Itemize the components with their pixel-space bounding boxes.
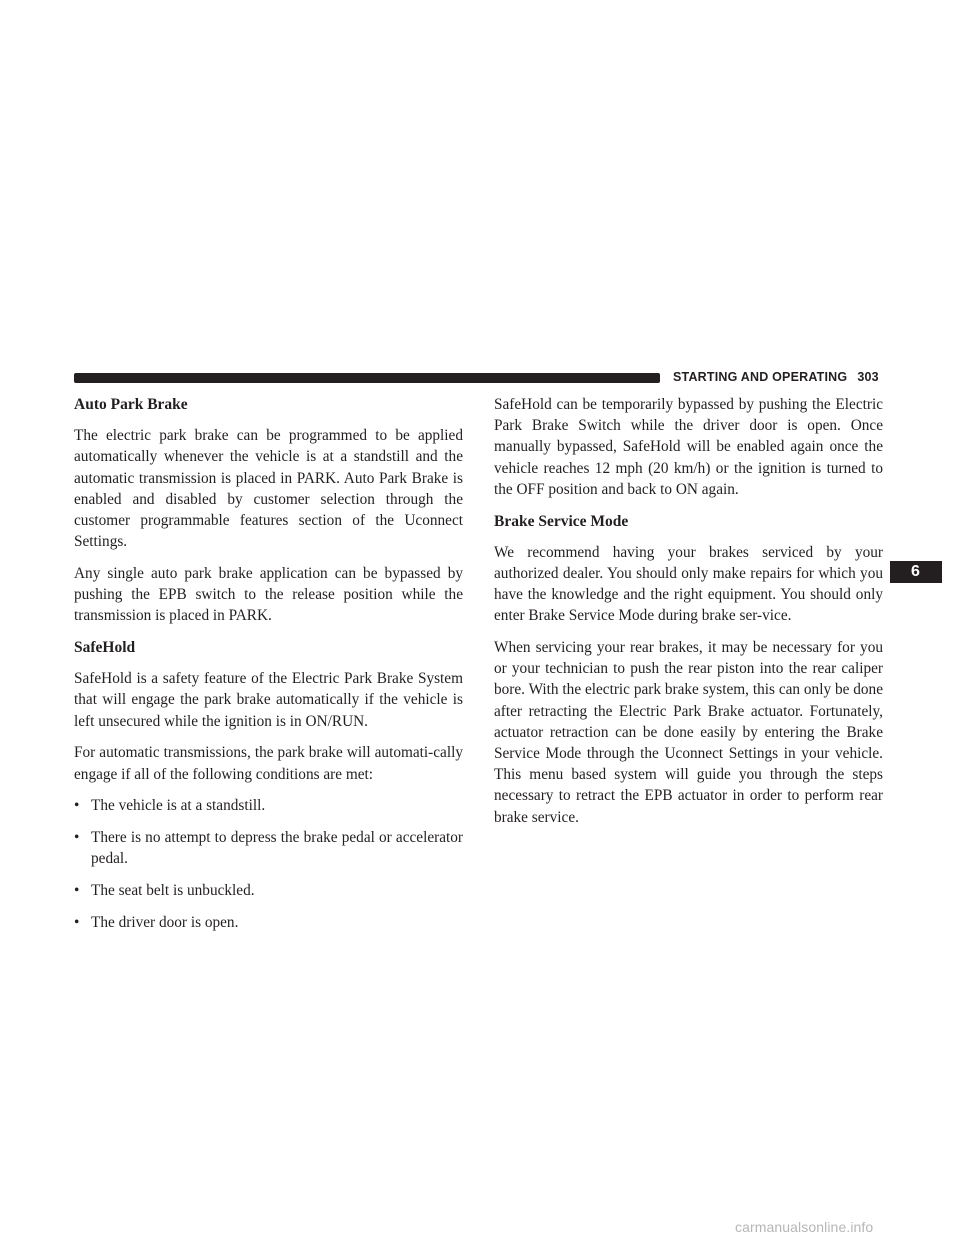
list-item [74, 880, 463, 901]
brake-service-mode-heading: Brake Service Mode [494, 512, 629, 530]
chapter-tab: 6 [890, 561, 942, 583]
auto-park-brake-heading: Auto Park Brake [74, 396, 188, 413]
bullet-icon: • [74, 828, 80, 846]
list-item-text: The seat belt is unbuckled. [91, 881, 255, 899]
running-header [673, 370, 879, 384]
right-column [494, 394, 883, 838]
watermark-text: carmanualsonline.info [735, 1219, 874, 1235]
bullet-icon: • [74, 797, 80, 815]
header-rule [74, 373, 660, 383]
list-item-text: The driver door is open. [91, 913, 239, 931]
list-item [74, 912, 463, 933]
page-number: 303 [857, 370, 879, 384]
bullet-icon: • [74, 913, 80, 931]
auto-park-brake-paragraph-1: The electric park brake can be programmed to be applied automatically whenever the vehicle is at a standstill and the automatic transmission is placed in PARK. Auto Park Brake is enabled and disabled by customer selection through the customer programmable features section of the Uconnect Settings. [74, 427, 463, 551]
safehold-heading: SafeHold [74, 639, 136, 657]
list-item [74, 827, 463, 869]
brake-service-paragraph-1: We recommend having your brakes serviced by your authorized dealer. You should only make repairs for which you have the knowledge and the right equipment. You should only enter Brake Service Mode during brake ser-vice. [494, 543, 883, 625]
safehold-paragraph-1: SafeHold is a safety feature of the Electric Park Brake System that will engage the park brake automatically if the vehicle is left unsecured while the ignition is in ON/RUN. [74, 670, 463, 730]
section-title: STARTING AND OPERATING [673, 370, 848, 384]
safehold-paragraph-3: SafeHold can be temporarily bypassed by pushing the Electric Park Brake Switch while the driver door is open. Once manually bypassed, SafeHold will be enabled again once the vehicle reaches 12 mph (20 km/h) or the ignition is turned to the OFF position and back to ON again. [494, 396, 883, 498]
list-item-text: The vehicle is at a standstill. [91, 797, 266, 815]
brake-service-paragraph-2: When servicing your rear brakes, it may be necessary for you or your technician to push the rear piston into the rear caliper bore. With the electric park brake system, this can only be done after retracting the Electric Park Brake actuator. Fortunately, actuator retraction can be done easily by entering the Brake Service Mode through the Uconnect Settings in your vehicle. This menu based system will guide you through the steps necessary to retract the EPB actuator in order to perform rear brake service. [494, 639, 883, 826]
list-item [74, 795, 463, 816]
bullet-icon: • [74, 881, 80, 899]
left-column [74, 394, 463, 943]
safehold-paragraph-2: For automatic transmissions, the park brake will automati-cally engage if all of the following conditions are met: [74, 744, 463, 783]
list-item-text: There is no attempt to depress the brake pedal or accelerator pedal. [91, 828, 463, 868]
auto-park-brake-paragraph-2: Any single auto park brake application can be bypassed by pushing the EPB switch to the release position while the transmission is placed in PARK. [74, 564, 463, 625]
conditions-list [74, 795, 463, 933]
